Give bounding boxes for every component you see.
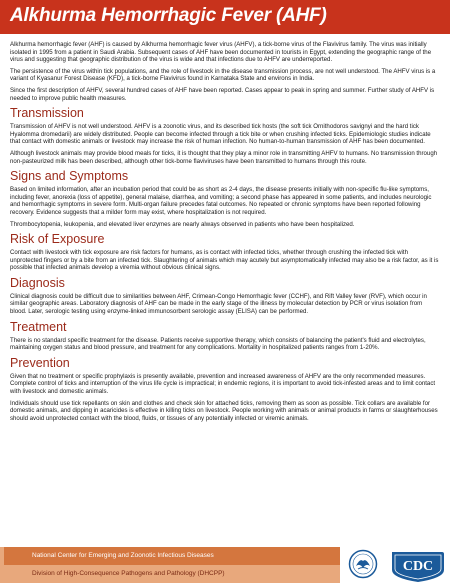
section-paragraph: Individuals should use tick repellants on skin and clothes and check skin for attached ticks, removing them as soon as possible. Tick collars are available for domestic animals, and dipping in acaricides is effective in killing ticks on livestock. People working with animals or animal products in farms or slaughterhouses should avoid unprotected contact with the blood, fluids, or tissues of any potentially infected or viremic animals. bbox=[10, 399, 438, 422]
section-paragraph: Clinical diagnosis could be difficult due to similarities between AHF, Crimean-Congo Hemorrhagic fever (CCHF), and Rift Valley fever (RVF), which occur in similar geographic areas. Laboratory diagnosis of AHF can be made in the early stage of the illness by molecular detection by PCR or virus isolation from blood. Later, serologic testing using enzyme-linked immunosorbent serologic assay (ELISA) can be performed. bbox=[10, 292, 427, 316]
section-paragraph: Transmission of AHFV is not well understood. AHFV is a zoonotic virus, and its described tick hosts (the soft tick Ornithodoros savignyi and the hard tick Hyalomma dromedarii) are widely distributed. People can become infected through a tick bite or when crushing infected ticks. Epidemiologic studies indicate that contact with domestic animals or livestock may increase the risk of human infection. No human-to-human transmission of AHF has been documented. bbox=[10, 123, 431, 146]
section-heading-diagnosis: Diagnosis bbox=[10, 275, 65, 290]
section-heading-treatment: Treatment bbox=[10, 319, 67, 334]
section-paragraph: Given that no treatment or specific prophylaxis is presently available, prevention and increased awareness of AHFV are the only recommended measures. Complete control of ticks and interruption of the virus life cycle is impractical; in endemic regions, it is important to avoid tick-infested areas and to limit contact with livestock and domestic animals. bbox=[10, 372, 436, 396]
section-paragraph: There is no standard specific treatment for the disease. Patients receive supportive therapy, which consists of balancing the patient's fluid and electrolytes, maintaining oxygen status and blood pressure, and treatment for any complications. Mortality in hospitalized patients ranges from 1-20%. bbox=[10, 336, 426, 352]
section-paragraph: Based on limited information, after an incubation period that could be as short as 2-4 days, the disease presents initially with non-specific flu-like symptoms, including fever, anorexia (loss of appetite), general malaise, diarrhea, and vomiting; a second phase has appeared in some patients, and includes neurologic and hemorrhagic symptoms in severe form. Multi-organ failure precedes fatal outcomes. No repeated or chronic symptoms have been reported following recovery. Evidence suggests that a milder form may exist, where hospitalization is not required. bbox=[10, 186, 432, 216]
hhs-eagle-logo bbox=[348, 549, 378, 579]
section-paragraph: Although livestock animals may provide blood meals for ticks, it is thought that they play a minor role in transmitting AHFV to humans. No transmission through non-pasteurized milk has been described, although other tick-borne flaviviruses have been transmitted to humans through this route. bbox=[10, 149, 438, 165]
page-title: Alkhurma Hemorrhagic Fever (AHF) bbox=[10, 5, 327, 26]
intro-paragraph: Since the first description of AHFV, several hundred cases of AHF have been reported. Cases appear to peak in spring and summer. Further study of AHFV is needed to improve public health measures. bbox=[10, 86, 435, 102]
section-heading-risk-of-exposure: Risk of Exposure bbox=[10, 232, 105, 247]
section-paragraph: Thrombocytopenia, leukopenia, and elevated liver enzymes are nearly always observed in patients who have been hospitalized. bbox=[10, 220, 355, 228]
section-heading-transmission: Transmission bbox=[10, 106, 84, 121]
footer bbox=[0, 547, 450, 583]
footer-division-name: Division of High-Consequence Pathogens and Pathology (DHCPP) bbox=[32, 570, 225, 577]
footer-center-name: National Center for Emerging and Zoonotic Infectious Diseases bbox=[32, 552, 214, 559]
cdc-logo-text: CDC bbox=[402, 559, 434, 574]
cdc-logo bbox=[392, 548, 444, 582]
intro-paragraph: The persistence of the virus within tick populations, and the role of livestock in the disease transmission process, are not well understood. The AHFV virus is a variant of Kyasanur Forest Disease (KFD), a tick-borne Flavivirus found in Karnataka State and environs in India. bbox=[10, 67, 436, 83]
title-banner bbox=[0, 0, 450, 34]
section-heading-prevention: Prevention bbox=[10, 355, 70, 370]
intro-paragraph: Alkhurma hemorrhagic fever (AHF) is caused by Alkhurma hemorrhagic fever virus (AHFV), a tick-borne virus of the Flavivirus family. The virus was initially isolated in 1995 from a patient in Saudi Arabia. Subsequent cases of AHF have been documented in tourists in Egypt, extending the geographic range of the virus and suggesting that geographic distribution of the virus is wide and that infections due to AHFV are underreported. bbox=[10, 41, 432, 64]
section-heading-signs-symptoms: Signs and Symptoms bbox=[10, 169, 129, 184]
document-body bbox=[10, 41, 440, 426]
section-paragraph: Contact with livestock with tick exposure are risk factors for humans, as is contact with infected ticks, whether through crushing the infected tick with unprotected fingers or by a bite from an infected tick. Slaughtering of animals which may acutely but asymptomatically infected may also be a risk factor, as it is possible that infected animals develop a viremia without obvious clinical signs. bbox=[10, 249, 439, 272]
